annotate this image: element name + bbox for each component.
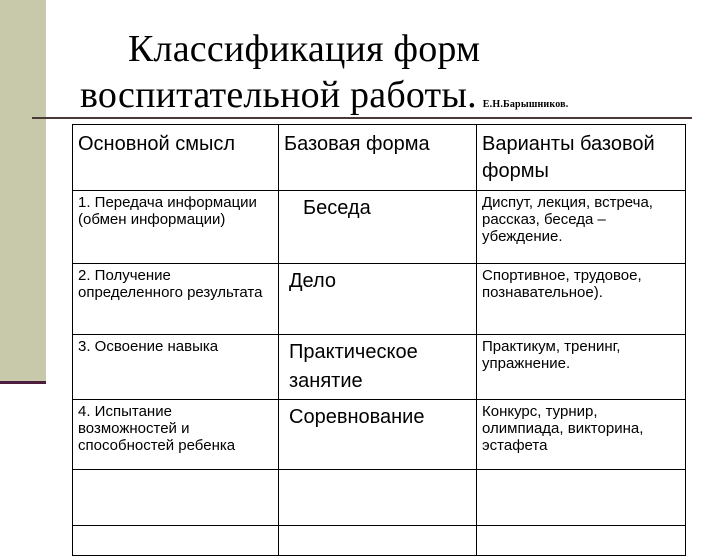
cell-empty [73,526,279,556]
table-row [73,264,686,335]
cell-variants: Конкурс, турнир, олимпиада, викторина, эстафета [477,400,686,470]
cell-empty [279,470,477,526]
cell-empty [477,526,686,556]
classification-table [72,124,686,556]
header-cell-meaning: Основной смысл [73,125,279,191]
table-header-row [73,125,686,191]
cell-meaning: 2. Получение определенного результата [73,264,279,335]
title-line-2: воспитательной работы. [80,74,477,116]
cell-meaning: 1. Передача информации (обмен информации) [73,191,279,264]
table-row [73,400,686,470]
side-bar-accent-line [0,381,46,384]
cell-empty [73,470,279,526]
cell-base-form: Практическое занятие [279,335,477,400]
title-divider [32,117,692,119]
cell-meaning: 4. Испытание возможностей и способностей ребенка [73,400,279,470]
header-cell-base-form: Базовая форма [279,125,477,191]
table-row-empty [73,470,686,526]
slide-title [80,26,680,128]
header-cell-variants: Варианты базовой формы [477,125,686,191]
cell-empty [477,470,686,526]
cell-base-form: Соревнование [279,400,477,470]
cell-variants: Диспут, лекция, встреча, рассказ, беседа –убеждение. [477,191,686,264]
cell-variants: Спортивное, трудовое, познавательное). [477,264,686,335]
cell-variants: Практикум, тренинг, упражнение. [477,335,686,400]
author-credit: Е.Н.Барышников. [482,99,569,110]
decorative-side-bar [0,0,46,384]
cell-meaning: 3. Освоение навыка [73,335,279,400]
title-line-1: Классификация форм [128,28,481,70]
table-row [73,191,686,264]
table-row [73,335,686,400]
cell-empty [279,526,477,556]
table-row-empty [73,526,686,556]
cell-base-form: Дело [279,264,477,335]
cell-base-form: Беседа [279,191,477,264]
